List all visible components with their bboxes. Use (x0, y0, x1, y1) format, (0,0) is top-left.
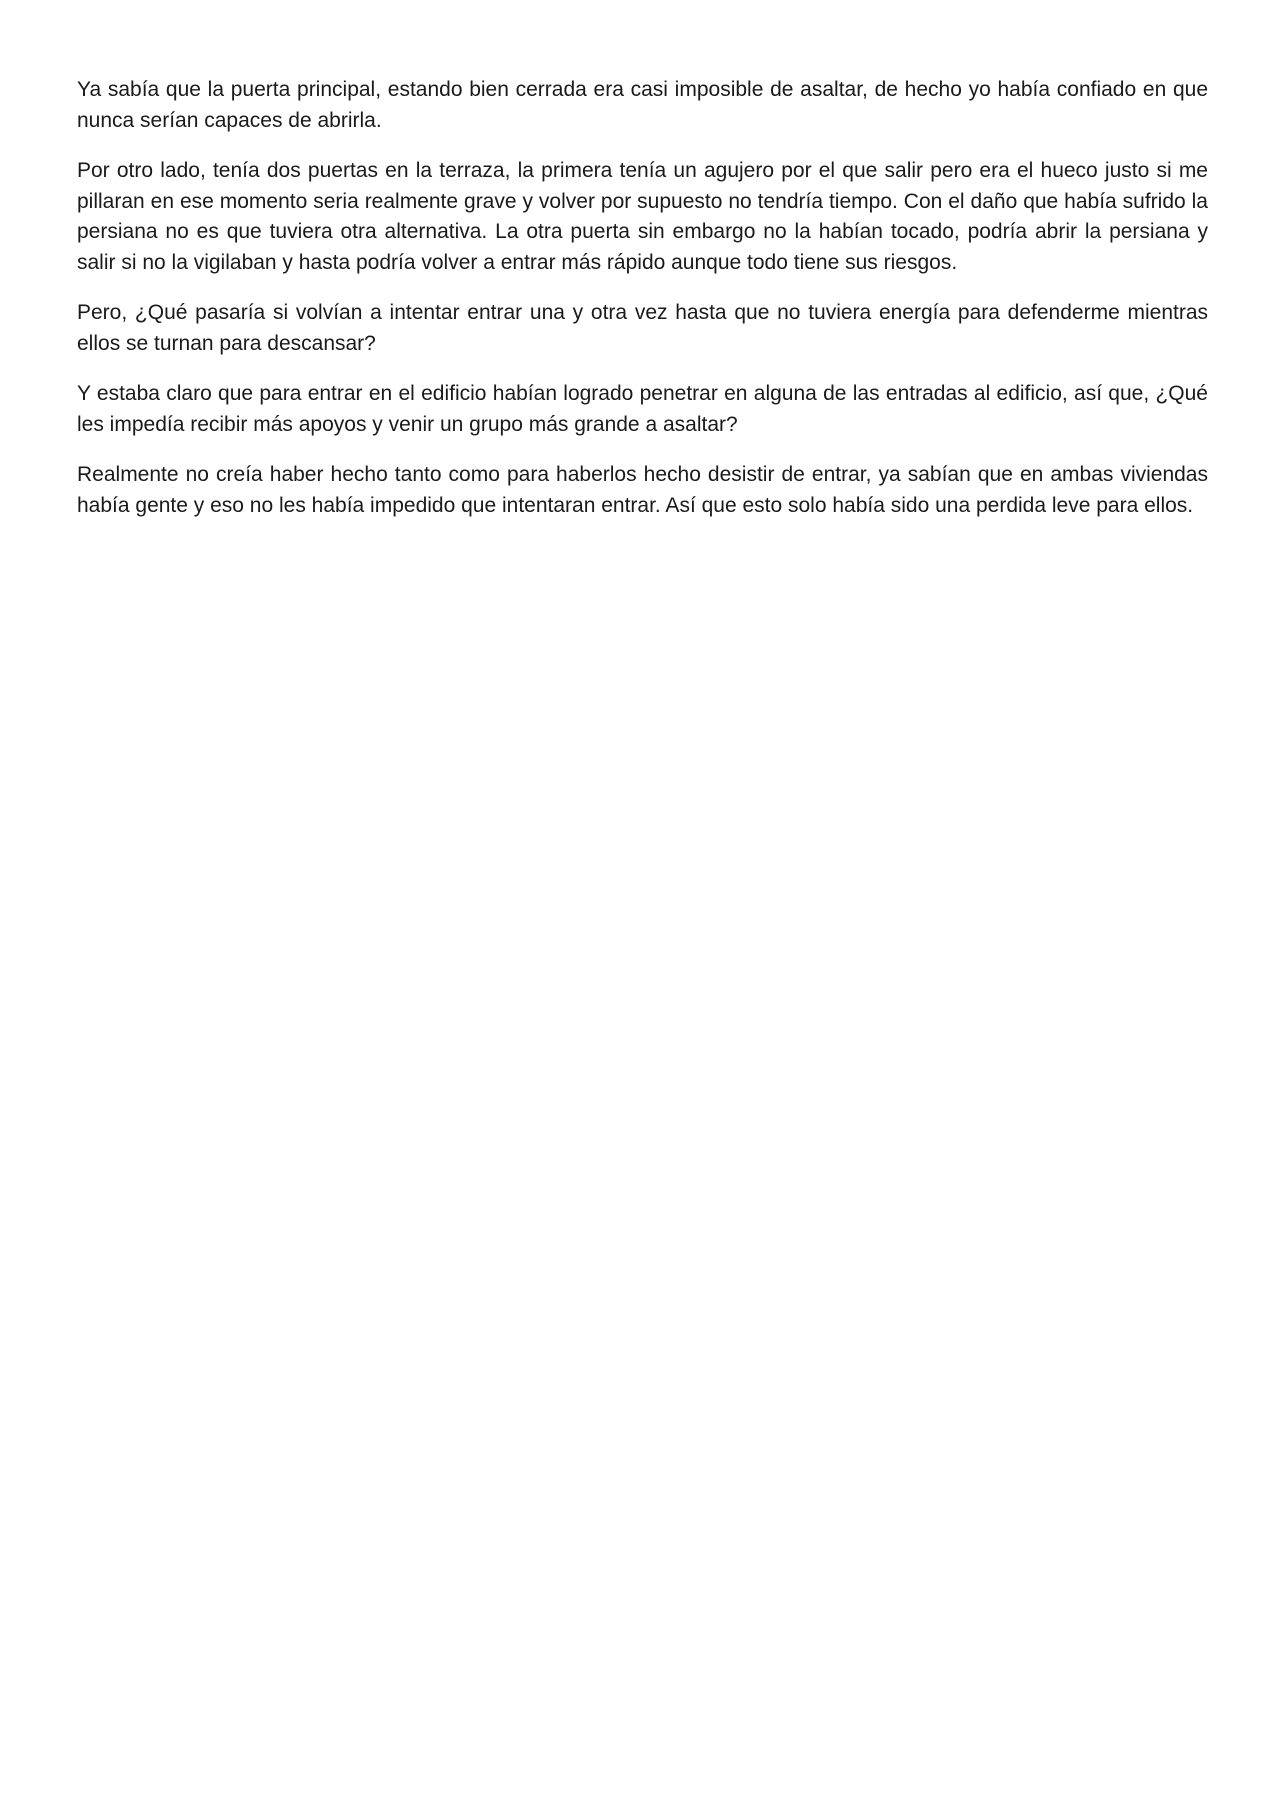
paragraph-1: Ya sabía que la puerta principal, estando bien cerrada era casi imposible de asaltar, de hecho yo había confiado en que nunca serían capaces de abrirla. (77, 78, 1208, 132)
paragraph-3: Pero, ¿Qué pasaría si volvían a intentar entrar una y otra vez hasta que no tuviera energía para defenderme mientras ellos se turnan para descansar? (77, 301, 1208, 355)
document-body (77, 75, 1208, 521)
paragraph-5: Realmente no creía haber hecho tanto como para haberlos hecho desistir de entrar, ya sabían que en ambas viviendas había gente y eso no les había impedido que intentaran entrar. Así que esto solo había sido una perdida leve para ellos. (77, 463, 1208, 517)
paragraph-4: Y estaba claro que para entrar en el edificio habían logrado penetrar en alguna de las entradas al edificio, así que, ¿Qué les impedía recibir más apoyos y venir un grupo más grande a asaltar? (77, 382, 1208, 436)
paragraph-2: Por otro lado, tenía dos puertas en la terraza, la primera tenía un agujero por el que salir pero era el hueco justo si me pillaran en ese momento seria realmente grave y volver por supuesto no tendría tiempo. Con el daño que había sufrido la persiana no es que tuviera otra alternativa. La otra puerta sin embargo no la habían tocado, podría abrir la persiana y salir si no la vigilaban y hasta podría volver a entrar más rápido aunque todo tiene sus riesgos. (77, 159, 1208, 274)
